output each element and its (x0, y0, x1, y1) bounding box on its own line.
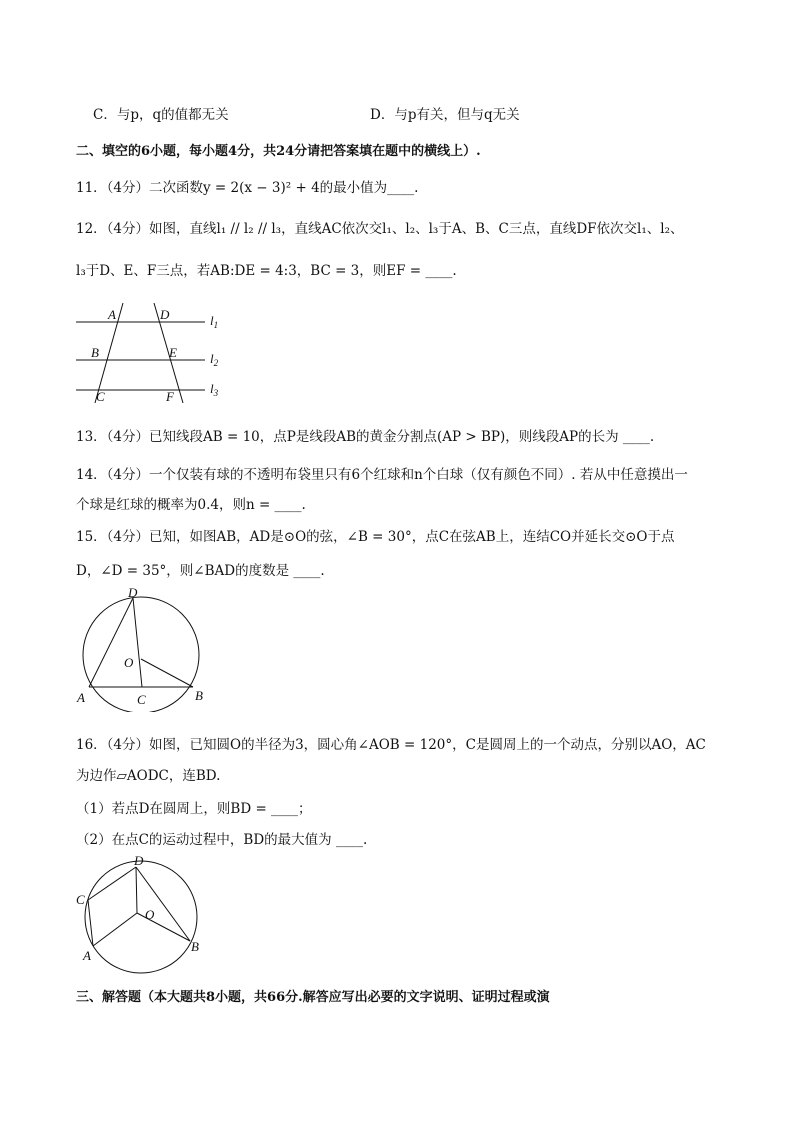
question-14-line-1: 14．（4分）一个仅装有球的不透明布袋里只有6个红球和n个白球（仅有颜色不同）. 若从中任意摸出一 (76, 467, 688, 483)
question-11: 11．（4分）二次函数y = 2(x − 3)² + 4的最小值为____. (76, 180, 419, 196)
label-D: D (160, 307, 170, 322)
chord-ad (89, 598, 133, 687)
section-3-heading: 三、解答题（本大题共8小题，共66分.解答应写出必要的文字说明、证明过程或演 (76, 990, 550, 1005)
label-C: C (76, 892, 85, 907)
label-B: B (91, 345, 99, 360)
segment-ob (141, 659, 193, 687)
label-l3: $l_3$ (210, 381, 219, 398)
label-D: D (128, 587, 138, 600)
label-E: E (169, 345, 177, 360)
figure-parallel-lines (70, 303, 230, 403)
circle-o (85, 861, 197, 973)
label-C: C (96, 389, 105, 403)
segment-do (136, 867, 137, 913)
segment-ac (88, 900, 93, 946)
label-O: O (145, 907, 155, 922)
option-c: C．与p，q的值都无关 (93, 107, 229, 123)
segment-cd (88, 867, 136, 900)
segment-ao (93, 913, 137, 946)
question-15-line-2: D，∠D = 35°，则∠BAD的度数是 ____. (76, 563, 325, 579)
label-D: D (134, 853, 144, 868)
option-d: D．与p有关，但与q无关 (370, 107, 520, 123)
section-2-heading: 二、填空的6小题，每小题4分，共24分请把答案填在题中的横线上）. (76, 144, 481, 159)
label-A: A (83, 948, 91, 963)
question-16-sub-2: （2）在点C的运动过程中，BD的最大值为 ____. (76, 832, 368, 848)
question-16-line-1: 16．（4分）如图，已知圆O的半径为3，圆心角∠AOB = 120°，C是圆周上的一个动点，分别以AO，AC (76, 737, 706, 753)
label-A: A (108, 307, 116, 322)
question-16-sub-1: （1）若点D在圆周上，则BD = ____； (76, 801, 312, 817)
question-12-line-2: l₃于D、E、F三点，若AB:DE = 4:3，BC = 3，则EF = ____. (76, 263, 457, 279)
label-l2: $l_2$ (210, 351, 219, 368)
figure-circle-q15 (73, 587, 223, 712)
question-16-line-2: 为边作▱AODC，连BD. (76, 768, 221, 784)
label-O: O (124, 655, 134, 670)
question-12-line-1: 12．（4分）如图，直线l₁ // l₂ // l₃，直线AC依次交l₁、l₂、l₃于A、B、C三点，直线DF依次交l₁、l₂、 (76, 221, 684, 237)
label-A: A (77, 690, 85, 705)
label-l1: $l_1$ (210, 313, 219, 330)
figure-circle-q16 (73, 853, 213, 978)
label-B: B (195, 688, 203, 703)
label-C: C (137, 692, 146, 707)
question-13: 13．（4分）已知线段AB = 10，点P是线段AB的黄金分割点(AP > BP)，则线段AP的长为 ____. (76, 429, 655, 445)
question-15-line-1: 15．（4分）已知，如图AB，AD是⊙O的弦，∠B = 30°，点C在弦AB上，连结CO并延长交⊙O于点 (76, 529, 675, 545)
question-14-line-2: 个球是红球的概率为0.4，则n = ____. (76, 497, 306, 513)
segment-dc (133, 598, 142, 687)
label-B: B (191, 939, 199, 954)
label-F: F (166, 389, 174, 403)
